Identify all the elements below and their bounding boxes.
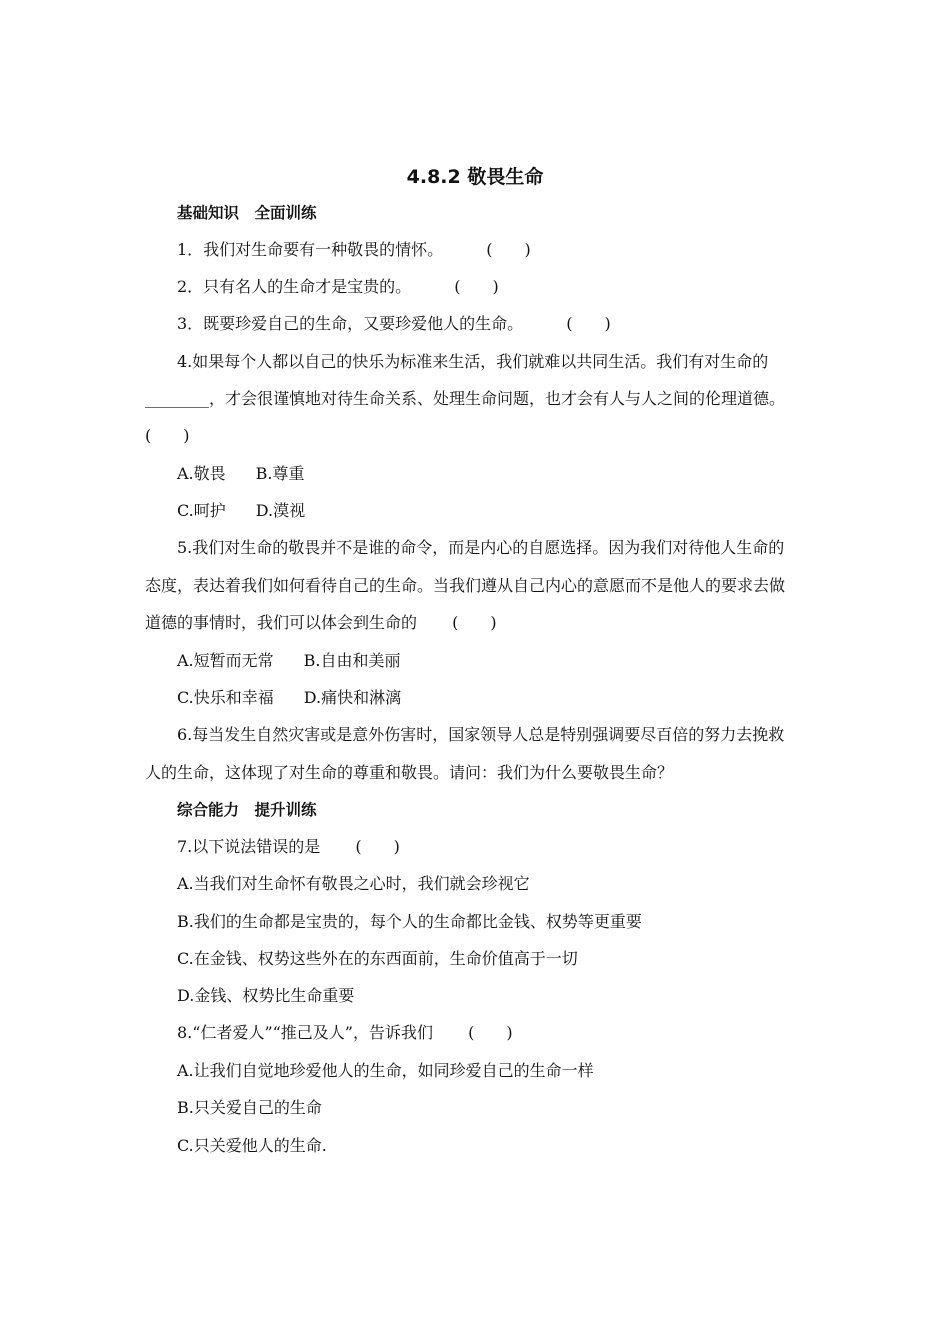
question-6-line-2: 人的生命，这体现了对生命的尊重和敬畏。请问：我们为什么要敬畏生命？ — [145, 763, 674, 782]
section-heading-comprehensive: 综合能力 提升训练 — [177, 801, 317, 819]
question-4-option-a: A.敬畏 — [177, 464, 226, 483]
question-5-option-c: C.快乐和幸福 — [177, 688, 274, 707]
question-1 — [177, 239, 531, 261]
question-1-answer-paren: ( ) — [486, 240, 531, 259]
question-1-text: 1．我们对生命要有一种敬畏的情怀。 — [177, 240, 444, 259]
question-5-line-3-text: 道德的事情时，我们可以体会到生命的 — [145, 613, 418, 632]
question-5-options-row-1 — [177, 650, 401, 672]
question-5-option-b: B.自由和美丽 — [303, 651, 401, 670]
page-title: 4.8.2 敬畏生命 — [406, 166, 544, 188]
question-2 — [177, 276, 499, 298]
question-5-answer-paren: ( ) — [452, 613, 497, 632]
question-8-text: 8.“仁者爱人”“推己及人”，告诉我们 — [177, 1023, 433, 1042]
question-5-line-2: 态度，表达着我们如何看待自己的生命。当我们遵从自己内心的意愿而不是他人的要求去做 — [145, 576, 786, 595]
question-8-option-a: A.让我们自觉地珍爱他人的生命，如同珍爱自己的生命一样 — [177, 1061, 594, 1080]
question-5-option-d: D.痛快和淋漓 — [303, 688, 402, 707]
question-3-text: 3．既要珍爱自己的生命，又要珍爱他人的生命。 — [177, 314, 524, 333]
question-8-option-c: C.只关爱他人的生命. — [177, 1136, 327, 1155]
question-8-option-b: B.只关爱自己的生命 — [177, 1098, 322, 1117]
question-7-option-b: B.我们的生命都是宝贵的，每个人的生命都比金钱、权势等更重要 — [177, 912, 642, 931]
question-4-line-2: ________，才会很谨慎地对待生命关系、处理生命问题，也才会有人与人之间的伦理道德。 — [145, 389, 786, 408]
question-8-answer-paren: ( ) — [468, 1023, 513, 1042]
question-4-options-row-2 — [177, 500, 305, 522]
question-7-option-c: C.在金钱、权势这些外在的东西面前，生命价值高于一切 — [177, 949, 578, 968]
question-7-option-a: A.当我们对生命怀有敬畏之心时，我们就会珍视它 — [177, 874, 530, 893]
question-4-option-d: D.漠视 — [255, 501, 306, 520]
question-3-answer-paren: ( ) — [566, 314, 611, 333]
question-2-text: 2．只有名人的生命才是宝贵的。 — [177, 277, 412, 296]
question-5-line-3 — [145, 612, 497, 634]
question-4-options-row-1 — [177, 463, 305, 485]
question-7-text: 7.以下说法错误的是 — [177, 837, 321, 856]
question-5-options-row-2 — [177, 687, 401, 709]
question-7-answer-paren: ( ) — [355, 837, 400, 856]
question-7 — [177, 836, 400, 858]
question-4-answer-paren: ( ) — [145, 426, 190, 445]
question-4-option-c: C.呵护 — [177, 501, 226, 520]
question-6-line-1: 6.每当发生自然灾害或是意外伤害时，国家领导人总是特别强调要尽百倍的努力去挽救 — [177, 725, 785, 744]
question-7-option-d: D.金钱、权势比生命重要 — [177, 986, 355, 1005]
question-4-option-b: B.尊重 — [255, 464, 305, 483]
question-2-answer-paren: ( ) — [454, 277, 499, 296]
section-heading-basic: 基础知识 全面训练 — [177, 204, 317, 222]
question-5-line-1: 5.我们对生命的敬畏并不是谁的命令，而是内心的自愿选择。因为我们对待他人生命的 — [177, 538, 785, 557]
question-3 — [177, 313, 611, 335]
question-4-line-1: 4.如果每个人都以自己的快乐为标准来生活，我们就难以共同生活。我们有对生命的 — [177, 352, 769, 371]
question-8 — [177, 1022, 513, 1044]
question-5-option-a: A.短暂而无常 — [177, 651, 274, 670]
